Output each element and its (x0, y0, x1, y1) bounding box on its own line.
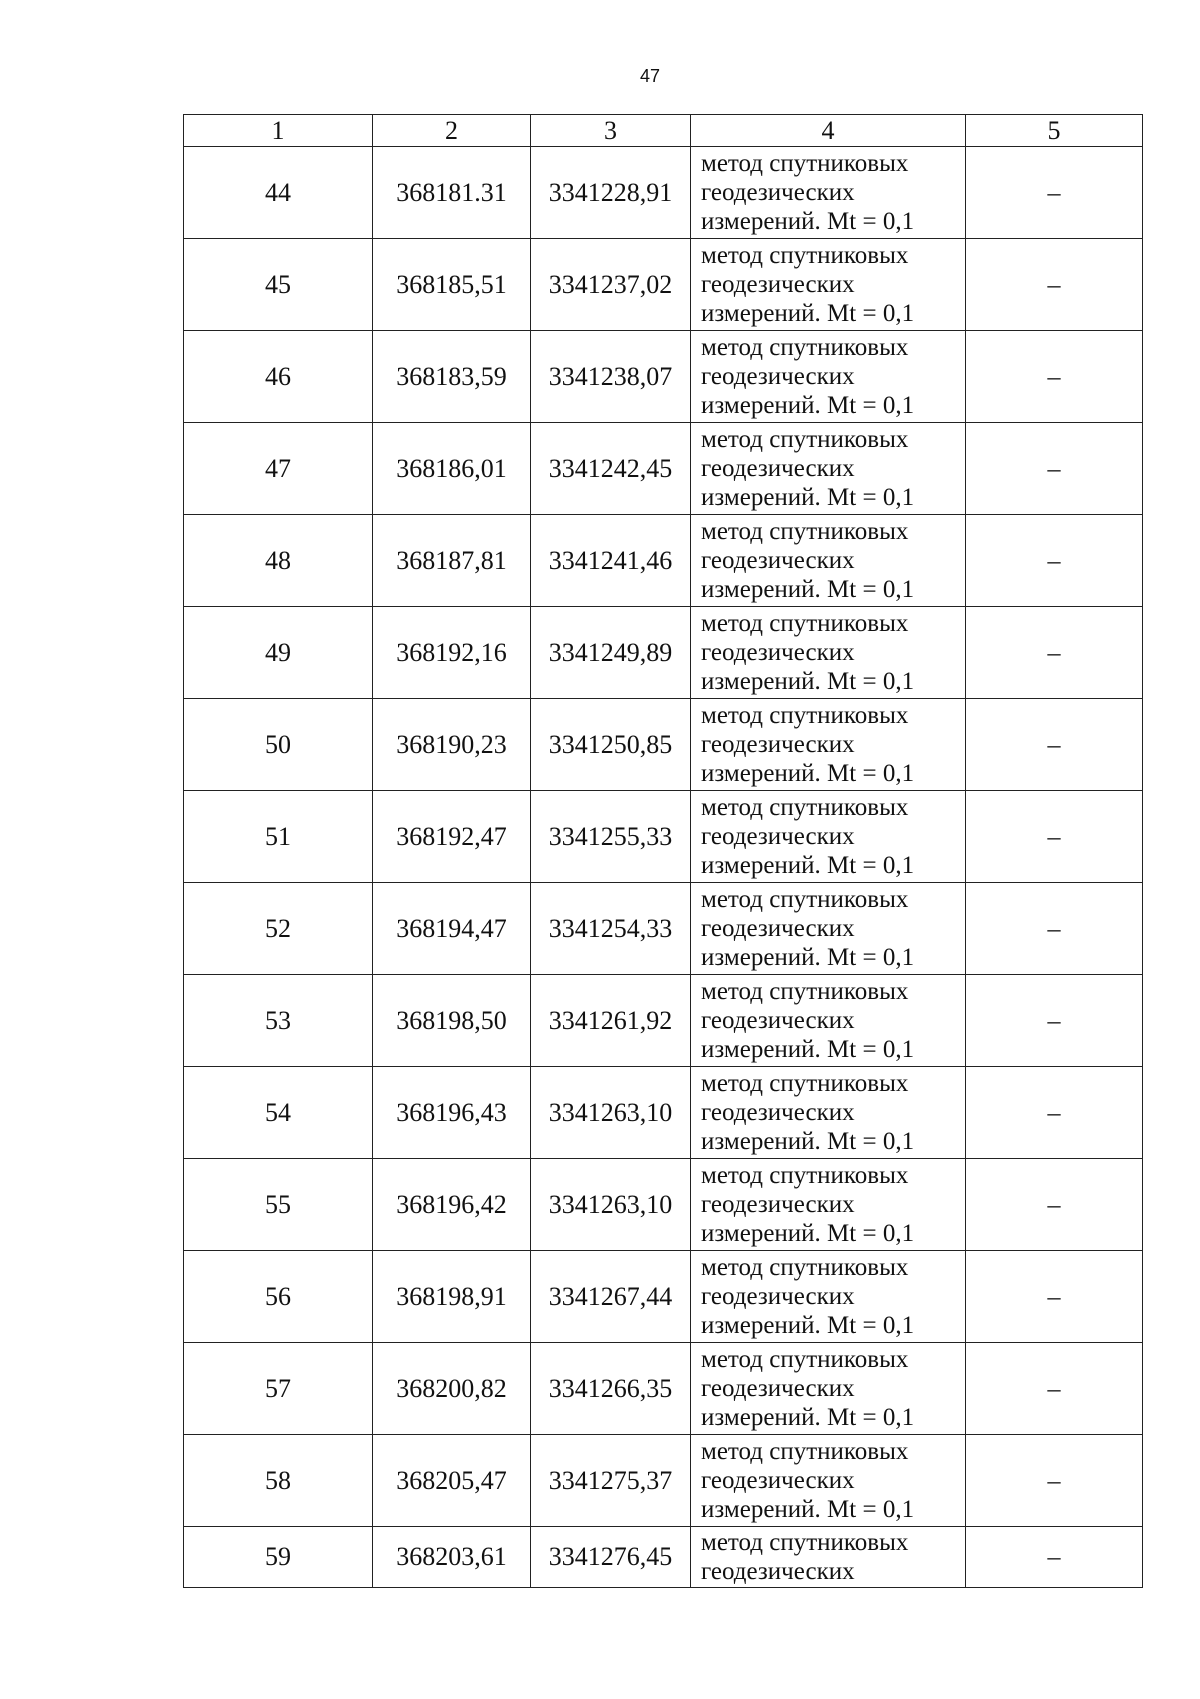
column-5-cell: – (966, 975, 1143, 1067)
x-coordinate-cell: 368200,82 (373, 1343, 531, 1435)
method-cell (691, 1343, 966, 1435)
method-cell (691, 515, 966, 607)
point-number-cell: 51 (184, 791, 373, 883)
table-row (184, 1251, 1143, 1343)
column-5-cell: – (966, 515, 1143, 607)
method-cell (691, 883, 966, 975)
method-text-line: геодезических (701, 1099, 855, 1126)
method-text-line: геодезических (701, 915, 855, 942)
y-coordinate-cell: 3341237,02 (531, 239, 691, 331)
column-5-cell: – (966, 147, 1143, 239)
method-text-line: измерений. Mt = 0,1 (701, 1220, 915, 1247)
method-text-line: геодезических (701, 823, 855, 850)
table-row (184, 423, 1143, 515)
x-coordinate-cell: 368192,47 (373, 791, 531, 883)
column-5-cell: – (966, 699, 1143, 791)
method-text-line: геодезических (701, 731, 855, 758)
method-text-line: измерений. Mt = 0,1 (701, 392, 915, 419)
table-row (184, 1527, 1143, 1588)
y-coordinate-cell: 3341242,45 (531, 423, 691, 515)
method-text-line: измерений. Mt = 0,1 (701, 300, 915, 327)
method-text-line: измерений. Mt = 0,1 (701, 1312, 915, 1339)
y-coordinate-cell: 3341263,10 (531, 1067, 691, 1159)
method-text-line: измерений. Mt = 0,1 (701, 852, 915, 879)
method-cell (691, 607, 966, 699)
column-header: 5 (966, 115, 1143, 147)
method-text-line: геодезических (701, 1283, 855, 1310)
x-coordinate-cell: 368194,47 (373, 883, 531, 975)
column-5-cell: – (966, 423, 1143, 515)
table-row (184, 1159, 1143, 1251)
method-text-line: метод спутниковых (701, 334, 909, 361)
coordinates-table (183, 114, 1143, 1588)
y-coordinate-cell: 3341266,35 (531, 1343, 691, 1435)
table-row (184, 515, 1143, 607)
column-5-cell: – (966, 1435, 1143, 1527)
point-number-cell: 52 (184, 883, 373, 975)
method-text-line: геодезических (701, 547, 855, 574)
y-coordinate-cell: 3341275,37 (531, 1435, 691, 1527)
point-number-cell: 54 (184, 1067, 373, 1159)
x-coordinate-cell: 368205,47 (373, 1435, 531, 1527)
method-cell (691, 1251, 966, 1343)
table-row (184, 607, 1143, 699)
point-number-cell: 47 (184, 423, 373, 515)
y-coordinate-cell: 3341238,07 (531, 331, 691, 423)
x-coordinate-cell: 368198,50 (373, 975, 531, 1067)
y-coordinate-cell: 3341228,91 (531, 147, 691, 239)
method-text-line: метод спутниковых (701, 702, 909, 729)
method-text-line: измерений. Mt = 0,1 (701, 1496, 915, 1523)
method-text-line: метод спутниковых (701, 1346, 909, 1373)
y-coordinate-cell: 3341267,44 (531, 1251, 691, 1343)
column-5-cell: – (966, 791, 1143, 883)
y-coordinate-cell: 3341250,85 (531, 699, 691, 791)
method-text-line: геодезических (701, 639, 855, 666)
point-number-cell: 59 (184, 1527, 373, 1588)
method-cell (691, 423, 966, 515)
method-cell (691, 975, 966, 1067)
y-coordinate-cell: 3341241,46 (531, 515, 691, 607)
point-number-cell: 58 (184, 1435, 373, 1527)
method-text-line: геодезических (701, 179, 855, 206)
column-5-cell: – (966, 1527, 1143, 1588)
method-text-line: измерений. Mt = 0,1 (701, 484, 915, 511)
x-coordinate-cell: 368186,01 (373, 423, 531, 515)
y-coordinate-cell: 3341255,33 (531, 791, 691, 883)
table-row (184, 1343, 1143, 1435)
point-number-cell: 50 (184, 699, 373, 791)
x-coordinate-cell: 368192,16 (373, 607, 531, 699)
column-5-cell: – (966, 239, 1143, 331)
y-coordinate-cell: 3341249,89 (531, 607, 691, 699)
method-cell (691, 1527, 966, 1588)
point-number-cell: 53 (184, 975, 373, 1067)
point-number-cell: 48 (184, 515, 373, 607)
method-text-line: метод спутниковых (701, 1529, 909, 1556)
table-row (184, 331, 1143, 423)
method-text-line: измерений. Mt = 0,1 (701, 668, 915, 695)
method-text-line: геодезических (701, 455, 855, 482)
column-5-cell: – (966, 1343, 1143, 1435)
method-text-line: метод спутниковых (701, 150, 909, 177)
method-text-line: измерений. Mt = 0,1 (701, 208, 915, 235)
y-coordinate-cell: 3341263,10 (531, 1159, 691, 1251)
method-text-line: метод спутниковых (701, 1438, 909, 1465)
method-text-line: геодезических (701, 1007, 855, 1034)
method-text-line: метод спутниковых (701, 518, 909, 545)
method-text-line: геодезических (701, 271, 855, 298)
method-text-line: измерений. Mt = 0,1 (701, 760, 915, 787)
point-number-cell: 46 (184, 331, 373, 423)
x-coordinate-cell: 368203,61 (373, 1527, 531, 1588)
x-coordinate-cell: 368196,43 (373, 1067, 531, 1159)
table-row (184, 147, 1143, 239)
y-coordinate-cell: 3341276,45 (531, 1527, 691, 1588)
x-coordinate-cell: 368181.31 (373, 147, 531, 239)
x-coordinate-cell: 368190,23 (373, 699, 531, 791)
column-5-cell: – (966, 331, 1143, 423)
table-row (184, 239, 1143, 331)
method-text-line: метод спутниковых (701, 1162, 909, 1189)
x-coordinate-cell: 368183,59 (373, 331, 531, 423)
point-number-cell: 49 (184, 607, 373, 699)
table-row (184, 975, 1143, 1067)
method-text-line: метод спутниковых (701, 1070, 909, 1097)
table-body (184, 147, 1143, 1588)
column-5-cell: – (966, 1067, 1143, 1159)
column-header: 1 (184, 115, 373, 147)
method-cell (691, 1067, 966, 1159)
point-number-cell: 45 (184, 239, 373, 331)
column-header: 4 (691, 115, 966, 147)
method-cell (691, 1159, 966, 1251)
table-row (184, 883, 1143, 975)
method-text-line: метод спутниковых (701, 886, 909, 913)
method-cell (691, 791, 966, 883)
method-text-line: измерений. Mt = 0,1 (701, 576, 915, 603)
method-text-line: измерений. Mt = 0,1 (701, 1036, 915, 1063)
column-5-cell: – (966, 1159, 1143, 1251)
table-row (184, 1435, 1143, 1527)
method-text-line: метод спутниковых (701, 1254, 909, 1281)
y-coordinate-cell: 3341254,33 (531, 883, 691, 975)
column-5-cell: – (966, 1251, 1143, 1343)
x-coordinate-cell: 368185,51 (373, 239, 531, 331)
x-coordinate-cell: 368196,42 (373, 1159, 531, 1251)
method-text-line: геодезических (701, 1191, 855, 1218)
point-number-cell: 56 (184, 1251, 373, 1343)
x-coordinate-cell: 368187,81 (373, 515, 531, 607)
point-number-cell: 44 (184, 147, 373, 239)
method-text-line: измерений. Mt = 0,1 (701, 944, 915, 971)
method-text-line: геодезических (701, 363, 855, 390)
table-row (184, 791, 1143, 883)
point-number-cell: 55 (184, 1159, 373, 1251)
method-cell (691, 239, 966, 331)
column-5-cell: – (966, 607, 1143, 699)
method-cell (691, 147, 966, 239)
method-text-line: метод спутниковых (701, 794, 909, 821)
method-cell (691, 331, 966, 423)
column-header: 2 (373, 115, 531, 147)
method-text-line: измерений. Mt = 0,1 (701, 1404, 915, 1431)
method-text-line: геодезических (701, 1375, 855, 1402)
method-cell (691, 699, 966, 791)
table-row (184, 1067, 1143, 1159)
method-text-line: геодезических (701, 1558, 855, 1585)
table-header-row (184, 115, 1143, 147)
method-text-line: метод спутниковых (701, 978, 909, 1005)
method-text-line: метод спутниковых (701, 610, 909, 637)
table-row (184, 699, 1143, 791)
x-coordinate-cell: 368198,91 (373, 1251, 531, 1343)
method-text-line: измерений. Mt = 0,1 (701, 1128, 915, 1155)
method-cell (691, 1435, 966, 1527)
column-5-cell: – (966, 883, 1143, 975)
y-coordinate-cell: 3341261,92 (531, 975, 691, 1067)
method-text-line: метод спутниковых (701, 426, 909, 453)
method-text-line: геодезических (701, 1467, 855, 1494)
column-header: 3 (531, 115, 691, 147)
page-number: 47 (639, 66, 661, 86)
method-text-line: метод спутниковых (701, 242, 909, 269)
point-number-cell: 57 (184, 1343, 373, 1435)
